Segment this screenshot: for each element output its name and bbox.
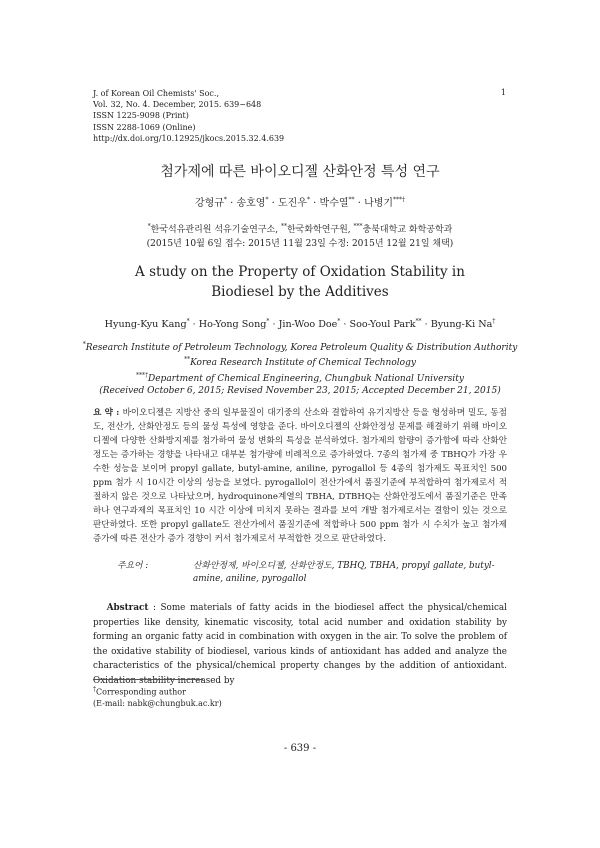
author-separator: · — [269, 319, 279, 331]
authors-korean — [0, 194, 600, 209]
author-name: 박수열 — [319, 198, 349, 209]
affiliation-line — [0, 339, 600, 354]
issn-online: ISSN 2288-1069 (Online) — [93, 122, 196, 132]
author-mark: * — [266, 318, 270, 325]
dates-english: (Received October 6, 2015; Revised November 23, 2015; Accepted December 21, 2015) — [99, 386, 501, 397]
abstract-korean-text: 바이오디젤은 지방산 중의 일부물질이 대기중의 산소와 결합하여 유기지방산 등을 형성하며 밀도, 동점도, 전산가, 산화안정도 등의 물성 특성에 영향을 준다. 바이오디젤의 산화안정성 문제를 해결하기 위해 바이오디젤에 다양한 산화방지제를 첨가하여 물성 변화의 특성을 분석하였다. 첨가제의 함량이 증가함에 따라 산화안정도는 증가하는 경향을 나타내고 대부분 첨가량에 비례적으로 증가하였다. 7종의 첨가제 중 TBHQ가 가장 우수한 성능을 보이며 propyl gallate, butyl-amine, aniline, pyrogallol 등 4종의 첨가제도 목표치인 500 ppm 첨가 시 10시간 이상의 성능을 보였다. pyrogallol이 전산가에서 품질기준에 부적합하여 첨가제로서 적절하지 않은 것으로 나타났으며, hydroquinone계열의 TBHA, DTBHQ는 산화안정도에서 품질기준은 만족하나 연구과제의 목표치인 10 시간 이상에 미치지 못하는 결과를 보여 개발 첨가제로서는 결함이 있는 것으로 판단하였다. 또한 propyl gallate도 전산가에서 품질기준에 적합하나 500 ppm 첨가 시 수치가 높고 첨가제 증가에 따른 전산가 증가 경향이 커서 첨가제로서 부적합한 것으로 판단하였다. — [93, 408, 507, 544]
author-name: Soo-Youl Park — [349, 319, 416, 331]
affiliation-mark: ***† — [136, 371, 149, 379]
keywords-korean — [117, 560, 507, 586]
footnote — [93, 684, 222, 710]
dates-korean: (2015년 10월 6일 접수: 2015년 11월 23일 수정: 2015년 12월 21일 채택) — [146, 238, 454, 249]
journal-name: J. of Korean Oil Chemists' Soc., — [93, 89, 219, 98]
title-english — [0, 262, 600, 302]
author-mark: * — [186, 318, 190, 325]
abstract-english — [93, 601, 507, 689]
affiliation-mark: * — [82, 341, 86, 348]
author-mark: * — [306, 196, 310, 204]
affiliations-korean — [0, 220, 600, 251]
footnote-divider — [93, 679, 203, 680]
footnote-mark: † — [93, 686, 96, 693]
abstract-korean — [93, 406, 507, 546]
affiliation: Department of Chemical Engineering, Chungbuk National University — [148, 373, 464, 384]
affiliations-english — [0, 339, 600, 398]
keywords-text: 산화안정제, 바이오디젤, 산화안정도, TBHQ, TBHA, propyl gallate, butyl-amine, aniline, pyrogallol — [193, 561, 495, 584]
author-separator: · — [226, 198, 237, 209]
abstract-english-label: Abstract — [106, 603, 149, 613]
corresponding-author: Corresponding author — [96, 687, 186, 697]
affiliation-mark: *** — [353, 223, 363, 230]
author-name: 나병기 — [364, 198, 394, 209]
affiliation-mark: * — [147, 223, 151, 230]
author-separator: · — [268, 198, 278, 209]
corresponding-email: (E-mail: nabk@chungbuk.ac.kr) — [93, 699, 222, 709]
author-mark: * — [337, 318, 341, 325]
affiliation-line — [0, 370, 600, 385]
author-name: Byung-Ki Na — [430, 319, 493, 331]
author-mark: * — [223, 196, 227, 204]
affiliation: Research Institute of Petroleum Technology, Korea Petroleum Quality & Distribution Authority — [85, 343, 518, 353]
affiliation: 한국석유관리원 석유기술연구소, — [150, 225, 281, 235]
author-name: 강형규 — [194, 198, 224, 209]
author-mark: * — [265, 196, 269, 204]
title-english-line2: Biodiesel by the Additives — [211, 284, 389, 300]
author-name: 송호영 — [236, 198, 266, 209]
affiliation: 한국화학연구원, — [286, 225, 354, 235]
author-name: Hyung-Kyu Kang — [104, 319, 187, 331]
affiliation-mark: ** — [184, 356, 191, 364]
author-mark: ** — [348, 196, 355, 204]
author-separator: · — [354, 198, 365, 209]
title-korean: 첨가제에 따른 바이오디젤 산화안정 특성 연구 — [160, 164, 440, 180]
author-separator: · — [421, 319, 431, 331]
author-name: Ho-Yong Song — [198, 319, 267, 331]
authors-english — [0, 318, 600, 330]
issn-print: ISSN 1225-9098 (Print) — [93, 111, 189, 121]
journal-volume: Vol. 32, No. 4. December, 2015. 639~648 — [93, 100, 262, 110]
author-name: Jin-Woo Doe — [278, 319, 338, 331]
author-separator: · — [340, 319, 350, 331]
affiliation: Korea Research Institute of Chemical Technology — [190, 358, 416, 369]
affiliation: 충북대학교 화학공학과 — [362, 225, 453, 235]
journal-info — [93, 88, 284, 144]
page-number-bottom: - 639 - — [283, 743, 317, 754]
page-number-top: 1 — [500, 88, 506, 97]
author-name: 도진우 — [278, 198, 307, 209]
author-separator: · — [189, 319, 199, 331]
affiliation-mark: ** — [280, 223, 287, 230]
title-english-line1: A study on the Property of Oxidation Stability in — [135, 264, 465, 280]
author-separator: · — [309, 198, 320, 209]
affiliation-line — [0, 354, 600, 369]
doi-link[interactable]: http://dx.doi.org/10.12925/jkocs.2015.32.4.639 — [93, 133, 285, 143]
author-mark: ***† — [393, 196, 406, 204]
keywords-label: 주요어 : — [117, 561, 149, 571]
abstract-korean-label: 요 약 : — [93, 408, 123, 418]
author-mark: † — [492, 318, 496, 325]
author-mark: ** — [415, 318, 422, 325]
abstract-english-text: : Some materials of fatty acids in the biodiesel affect the physical/chemical properties like density, kinematic viscosity, total acid number and oxidation stability by forming an organic fatty acid in combination with oxygen in the air. To solve the problem of the oxidative stability of biodiesel, various kinds of antioxidant has added and analyze the characteristics of the physical/chemical property changes by the addition of antioxidant. Oxidation stability increased by — [93, 603, 507, 686]
affiliation-line — [0, 220, 600, 238]
